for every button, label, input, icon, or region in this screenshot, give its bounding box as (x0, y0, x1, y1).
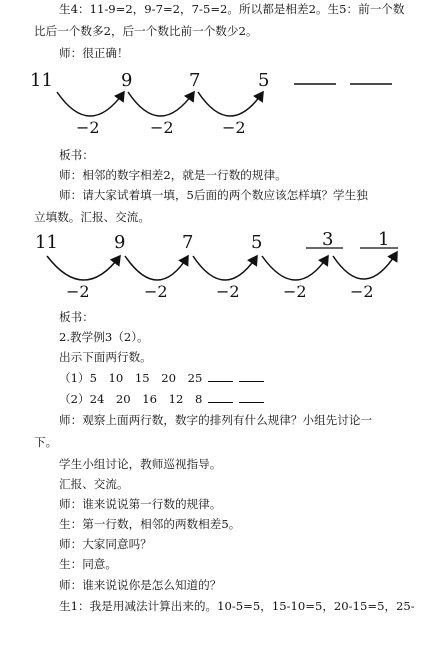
difference-arc (198, 92, 263, 116)
difference-arc (57, 92, 124, 116)
text-line: 师：谁来说说第一行数的规律。 (59, 497, 222, 511)
difference-diagram-1 (0, 64, 441, 142)
difference-arc (193, 256, 257, 280)
number-sequence-1 (59, 371, 264, 385)
text-line: 师：请大家试着填一填，5后面的两个数应该怎样填？学生独 (59, 188, 368, 202)
sequence-number: 3 (322, 229, 334, 250)
difference-label: −2 (150, 118, 174, 137)
sequence-number: 11 (30, 70, 53, 91)
text-line: 学生小组讨论，教师巡视指导。 (59, 457, 222, 471)
difference-arc (262, 256, 328, 280)
text-line: 板书： (59, 310, 94, 324)
text-line: 生4：11-9=2，9-7=2，7-5=2。所以都是相差2。生5：前一个数 (59, 2, 405, 16)
difference-label: −2 (222, 118, 246, 137)
text-line: 板书： (59, 148, 94, 162)
difference-arc (128, 92, 194, 116)
difference-label: −2 (66, 282, 90, 301)
answer-blank (208, 392, 233, 403)
text-line: 立填数。汇报、交流。 (34, 210, 150, 224)
sequence-number: 9 (114, 232, 126, 253)
sequence-number: 11 (35, 232, 58, 253)
sequence-number: 9 (121, 70, 133, 91)
answer-blank (239, 371, 264, 382)
text-line: 生：第一行数，相邻的两数相差5。 (59, 517, 241, 531)
difference-label: −2 (216, 282, 240, 301)
text-line: 师：很正确！ (59, 46, 129, 60)
difference-label: −2 (76, 118, 100, 137)
difference-diagram-2 (0, 228, 441, 304)
text-line: 师：观察上面两行数，数字的排列有什么规律？小组先讨论一 (59, 413, 373, 427)
text-line: 出示下面两行数。 (59, 350, 152, 364)
sequence-text: （1）5 10 15 20 25 (59, 371, 203, 385)
text-line: 汇报、交流。 (59, 477, 129, 491)
sequence-number: 1 (378, 229, 390, 250)
sequence-number: 5 (251, 232, 263, 253)
answer-blank (239, 392, 264, 403)
sequence-number: 7 (189, 70, 201, 91)
text-line: 师：相邻的数字相差2，就是一行数的规律。 (59, 168, 287, 182)
sequence-number: 5 (258, 70, 270, 91)
difference-arc (333, 252, 397, 279)
text-line: 2.教学例3（2）。 (59, 330, 149, 344)
text-line: 生：同意。 (59, 557, 117, 571)
sequence-text: （2）24 20 16 12 8 (59, 392, 203, 406)
number-sequence-2 (59, 392, 264, 406)
text-line: 生1：我是用减法计算出来的。10-5=5，15-10=5，20-15=5，25- (59, 599, 415, 613)
difference-label: −2 (144, 282, 168, 301)
text-line: 下。 (34, 435, 58, 449)
answer-blank (208, 371, 233, 382)
difference-label: −2 (350, 282, 374, 301)
text-line: 师：谁来说说你是怎么知道的？ (59, 578, 222, 592)
text-line: 比后一个数多2，后一个数比前一个数少2。 (34, 24, 258, 38)
difference-arc (47, 256, 120, 280)
text-line: 师：大家同意吗？ (59, 537, 152, 551)
difference-arc (125, 256, 188, 280)
sequence-number: 7 (182, 232, 194, 253)
difference-label: −2 (283, 282, 307, 301)
